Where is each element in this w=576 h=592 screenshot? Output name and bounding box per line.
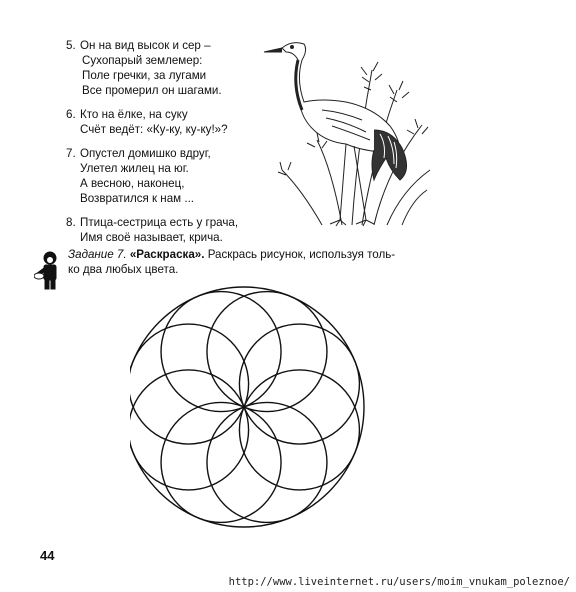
riddles-list	[66, 38, 266, 254]
crane-illustration	[262, 30, 432, 230]
task-instructions	[68, 247, 428, 277]
petal-circle	[161, 402, 281, 522]
riddle-6	[66, 107, 266, 137]
task-text: Раскрась рисунок, используя толь-	[207, 248, 396, 261]
riddle-number: 6.	[66, 108, 76, 121]
riddle-line: Имя своё называет, крича.	[80, 231, 223, 244]
petal-circle	[130, 370, 249, 490]
riddle-number: 7.	[66, 147, 76, 160]
petal-circle	[239, 324, 359, 444]
petal-circle	[207, 292, 327, 412]
outer-circle	[130, 287, 364, 527]
riddle-line: Кто на ёлке, на суку	[80, 108, 188, 121]
riddle-5	[66, 38, 266, 98]
riddle-line: Сухопарый землемер:	[82, 54, 203, 67]
riddle-number: 8.	[66, 216, 76, 229]
riddle-7	[66, 146, 266, 206]
riddle-line: Опустел домишко вдруг,	[80, 147, 211, 160]
riddle-line: Счёт ведёт: «Ку-ку, ку-ку!»?	[80, 123, 228, 136]
petal-circle	[239, 370, 359, 490]
riddle-line: Возвратился к нам ...	[80, 192, 195, 205]
riddle-number: 5.	[66, 39, 76, 52]
riddle-line: Поле гречки, за лугами	[82, 69, 207, 82]
riddle-line: Он на вид высок и сер –	[80, 39, 211, 52]
riddle-line: Улетел жилец на юг.	[80, 162, 189, 175]
petal-circle	[130, 324, 249, 444]
riddle-line: Все промерил он шагами.	[82, 84, 222, 97]
task-label: Задание 7.	[68, 248, 127, 261]
task-title: «Раскраска».	[129, 248, 205, 261]
petal-circle	[161, 292, 281, 412]
rosette-circles	[130, 287, 364, 527]
page-number: 44	[40, 548, 55, 563]
riddle-8	[66, 215, 266, 245]
child-painter-icon	[34, 250, 66, 290]
task-text-continued: ко два любых цвета.	[68, 263, 179, 276]
riddle-line: А весною, наконец,	[80, 177, 185, 190]
petal-circle	[207, 402, 327, 522]
riddle-line: Птица-сестрица есть у грача,	[80, 216, 239, 229]
source-url: http://www.liveinternet.ru/users/moim_vnukam_poleznoe/	[228, 576, 570, 588]
coloring-rosette	[130, 277, 370, 537]
